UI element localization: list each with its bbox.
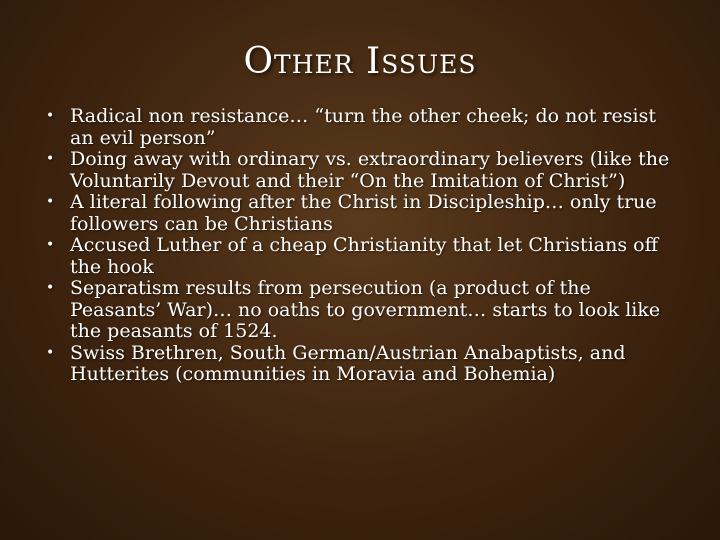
bullet-item bbox=[44, 343, 674, 386]
bullet-icon: • bbox=[46, 344, 55, 361]
bullet-icon: • bbox=[46, 151, 55, 167]
bullet-list bbox=[44, 106, 674, 386]
bullet-item bbox=[44, 149, 674, 192]
bullet-item bbox=[44, 278, 674, 343]
bullet-text: Swiss Brethren, South German/Austrian Anabaptists, and Hutterites (communities in Moravia and Bohemia) bbox=[70, 341, 626, 385]
slide-title: Other Issues bbox=[243, 41, 477, 82]
bullet-text: Radical non resistance… “turn the other cheek; do not resist an evil person” bbox=[70, 105, 657, 149]
bullet-text: Accused Luther of a cheap Christianity that let Christians off the hook bbox=[70, 234, 659, 278]
bullet-text: Doing away with ordinary vs. extraordinary believers (like the Voluntarily Devout and their “On the Imitation of Christ”) bbox=[70, 148, 670, 192]
bullet-item bbox=[44, 192, 674, 235]
bullet-icon: • bbox=[46, 280, 55, 296]
bullet-item bbox=[44, 235, 674, 278]
bullet-icon: • bbox=[46, 194, 55, 210]
bullet-text: A literal following after the Christ in Discipleship… only true followers can be Christians bbox=[70, 191, 657, 235]
bullet-icon: • bbox=[46, 237, 55, 253]
bullet-item bbox=[44, 106, 674, 149]
bullet-icon: • bbox=[46, 108, 55, 124]
bullet-text: Separatism results from persecution (a product of the Peasants’ War)… no oaths to government… starts to look like the peasants of 1524. bbox=[70, 277, 661, 342]
